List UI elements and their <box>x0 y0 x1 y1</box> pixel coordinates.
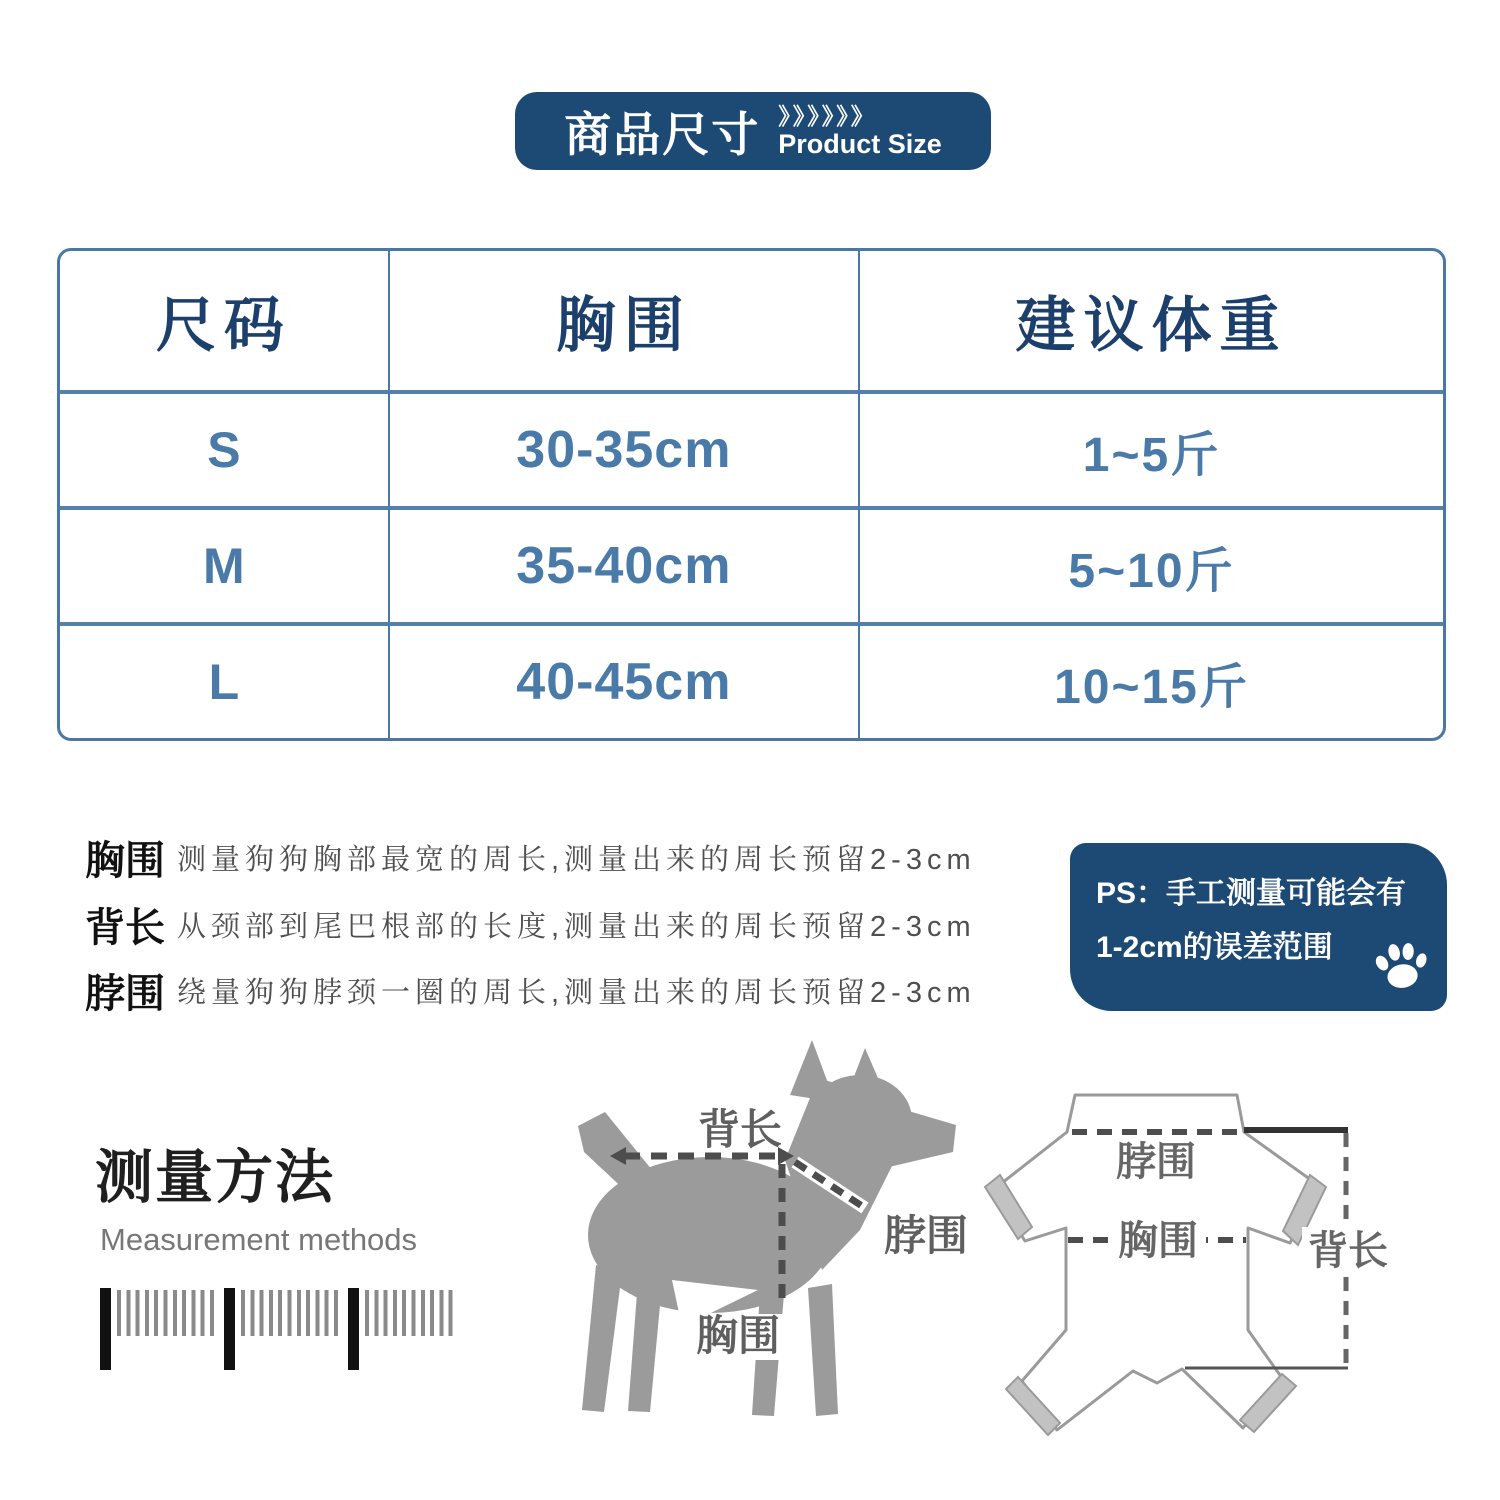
ruler-graphic <box>100 1288 465 1370</box>
paw-icon <box>1367 933 1434 997</box>
note-chest <box>85 828 976 886</box>
note-back-label: 背长 <box>85 905 165 950</box>
clothes-measure-diagram <box>980 1075 1490 1500</box>
table-cell-weight: 10~15斤 <box>858 622 1443 738</box>
table-cell-size: S <box>60 390 388 506</box>
dog-muzzle <box>876 1102 956 1170</box>
note-back-text: 从颈部到尾巴根部的长度,测量出来的周长预留2-3cm <box>177 910 976 943</box>
method-title-cn: 测量方法 <box>95 1145 336 1210</box>
method-title-en: Measurement methods <box>100 1222 418 1257</box>
product-size-badge <box>515 92 991 170</box>
table-cell-chest: 40-45cm <box>388 622 858 738</box>
ps-note-box <box>1070 843 1447 1011</box>
size-table <box>57 248 1446 741</box>
col-header-chest: 胸围 <box>388 251 858 390</box>
table-cell-chest: 30-35cm <box>388 390 858 506</box>
note-neck-text: 绕量狗狗脖颈一圈的周长,测量出来的周长预留2-3cm <box>177 976 976 1009</box>
note-back <box>85 895 976 953</box>
note-chest-label: 胸围 <box>85 838 165 883</box>
chevrons-icon: 》》》》》》 <box>778 102 877 129</box>
dog-measure-diagram <box>560 1040 1000 1440</box>
table-cell-weight: 1~5斤 <box>858 390 1443 506</box>
dog-ear-left <box>790 1040 835 1102</box>
dog-label-neck: 脖围 <box>883 1212 969 1259</box>
note-neck-label: 脖围 <box>85 971 165 1016</box>
table-cell-size: L <box>60 622 388 738</box>
ps-line-1: PS：手工测量可能会有 <box>1096 877 1407 910</box>
clothes-label-chest: 胸围 <box>1118 1219 1198 1263</box>
dog-label-back: 背长 <box>697 1106 783 1153</box>
col-header-size: 尺码 <box>155 291 292 359</box>
table-cell-weight: 5~10斤 <box>858 506 1443 622</box>
badge-title-cn: 商品尺寸 <box>564 107 761 161</box>
badge-title-en: Product Size <box>778 128 942 159</box>
note-chest-text: 测量狗狗胸部最宽的周长,测量出来的周长预留2-3cm <box>177 843 976 876</box>
dog-label-chest: 胸围 <box>695 1312 781 1359</box>
ps-line-2: 1-2cm的误差范围 <box>1096 931 1333 964</box>
table-cell-size: M <box>60 506 388 622</box>
note-neck <box>85 961 976 1019</box>
col-header-weight: 建议体重 <box>858 251 1443 390</box>
table-cell-chest: 35-40cm <box>388 506 858 622</box>
clothes-label-back: 背长 <box>1308 1229 1388 1273</box>
clothes-label-neck: 脖围 <box>1116 1140 1196 1184</box>
